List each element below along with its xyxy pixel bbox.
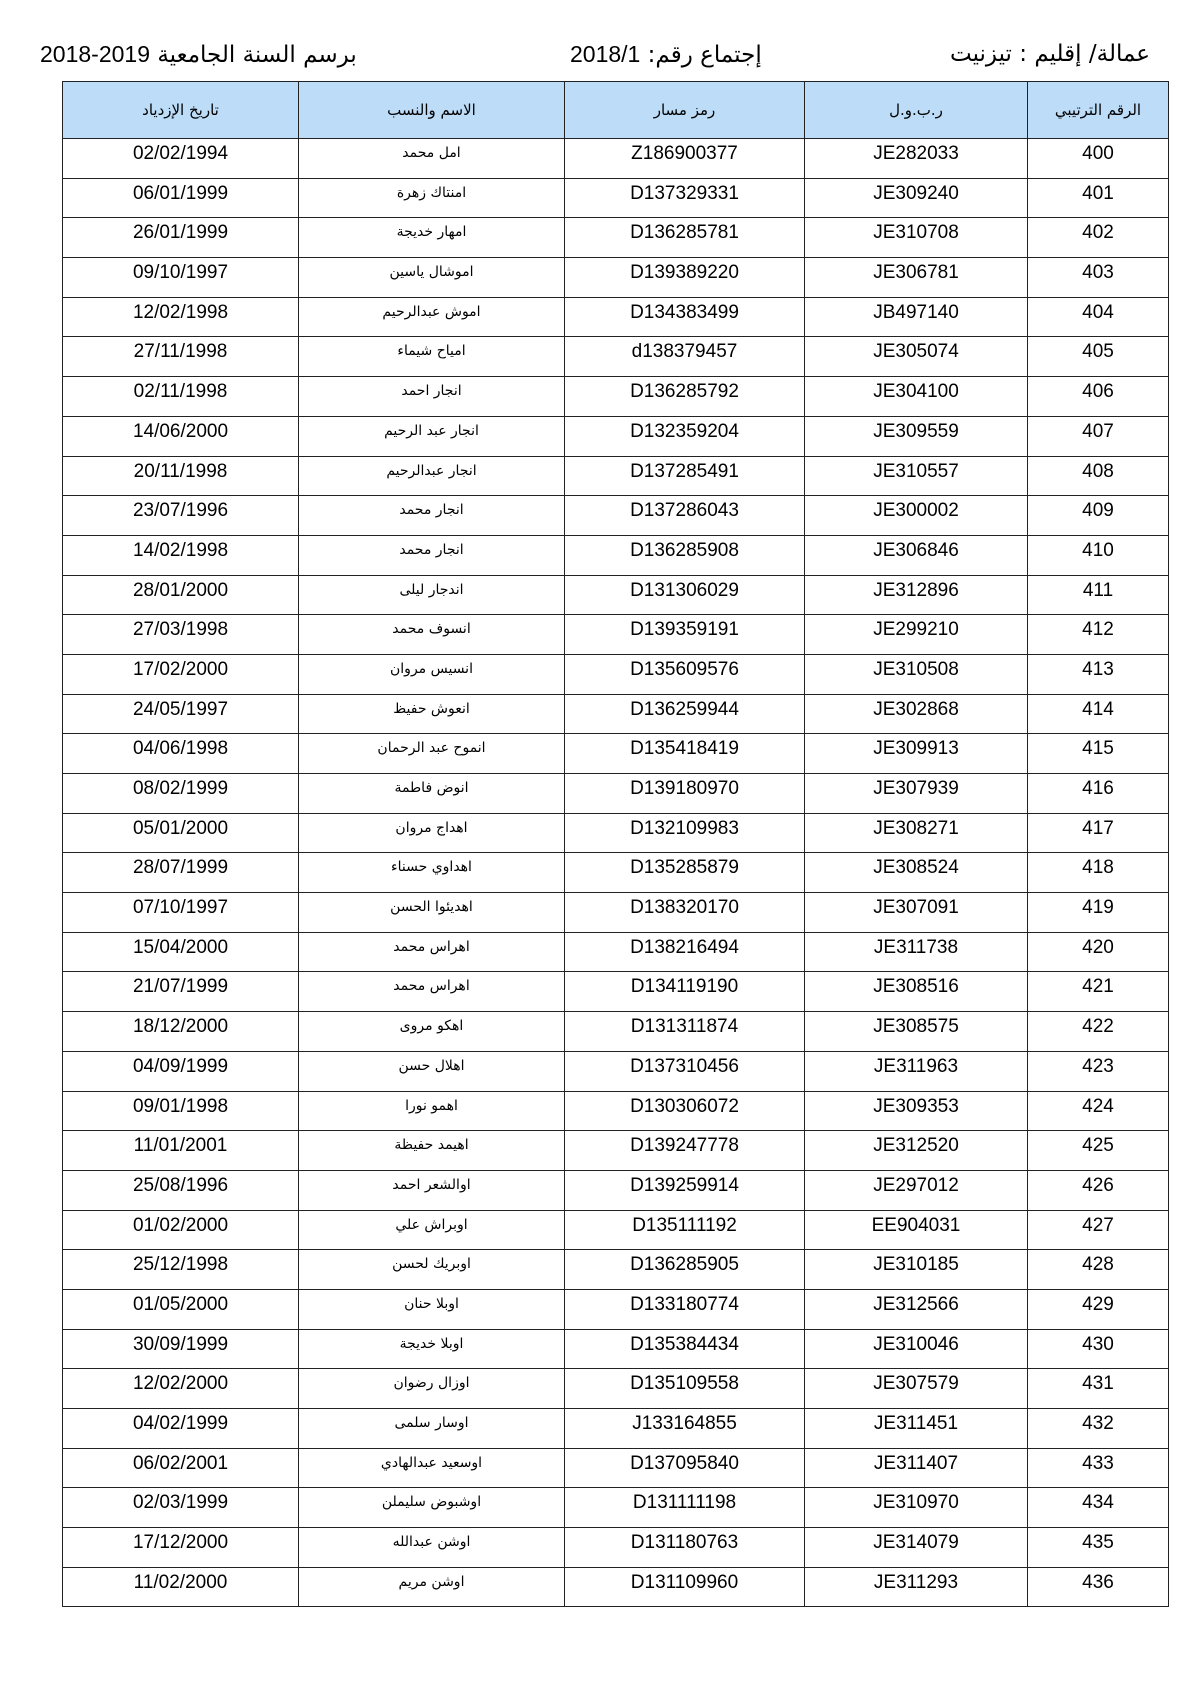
name-cell: اموشال ياسين	[299, 258, 565, 298]
rank-cell: 426	[1028, 1170, 1169, 1210]
name-cell: اوسار سلمى	[299, 1409, 565, 1449]
massar-cell: D137095840	[565, 1448, 805, 1488]
birthdate-cell: 06/01/1999	[63, 178, 299, 218]
cin-cell: JE304100	[805, 377, 1028, 417]
massar-cell: D131109960	[565, 1567, 805, 1607]
birthdate-cell: 14/06/2000	[63, 416, 299, 456]
cin-cell: JE309559	[805, 416, 1028, 456]
name-cell: انجار عبد الرحيم	[299, 416, 565, 456]
cin-cell: JE306781	[805, 258, 1028, 298]
massar-cell: D137310456	[565, 1051, 805, 1091]
name-cell: انجار محمد	[299, 535, 565, 575]
name-cell: اوشبوض سليملن	[299, 1488, 565, 1528]
birthdate-cell: 18/12/2000	[63, 1012, 299, 1052]
rank-cell: 430	[1028, 1329, 1169, 1369]
rank-cell: 400	[1028, 139, 1169, 179]
table-row	[63, 1250, 1169, 1290]
name-cell: اهداوي حسناء	[299, 853, 565, 893]
birthdate-cell: 02/02/1994	[63, 139, 299, 179]
massar-cell: D132359204	[565, 416, 805, 456]
name-cell: انجار احمد	[299, 377, 565, 417]
rank-cell: 417	[1028, 813, 1169, 853]
cin-cell: JB497140	[805, 297, 1028, 337]
rank-cell: 418	[1028, 853, 1169, 893]
name-cell: اهداج مروان	[299, 813, 565, 853]
rank-cell: 411	[1028, 575, 1169, 615]
cin-cell: JE314079	[805, 1528, 1028, 1568]
rank-cell: 433	[1028, 1448, 1169, 1488]
rank-cell: 413	[1028, 654, 1169, 694]
name-cell: اهكو مروى	[299, 1012, 565, 1052]
massar-cell: D138320170	[565, 893, 805, 933]
name-cell: امل محمد	[299, 139, 565, 179]
rank-cell: 410	[1028, 535, 1169, 575]
massar-cell: D139259914	[565, 1170, 805, 1210]
name-cell: اهلال حسن	[299, 1051, 565, 1091]
cin-cell: JE311407	[805, 1448, 1028, 1488]
name-cell: اهيمد حفيظة	[299, 1131, 565, 1171]
students-table	[62, 81, 1169, 1607]
name-cell: اهراس محمد	[299, 932, 565, 972]
rank-cell: 429	[1028, 1289, 1169, 1329]
name-cell: امياح شيماء	[299, 337, 565, 377]
table-row	[63, 575, 1169, 615]
table-body	[63, 139, 1169, 1607]
birthdate-cell: 20/11/1998	[63, 456, 299, 496]
rank-cell: 402	[1028, 218, 1169, 258]
birthdate-cell: 23/07/1996	[63, 496, 299, 536]
birthdate-cell: 12/02/1998	[63, 297, 299, 337]
rank-cell: 431	[1028, 1369, 1169, 1409]
table-row	[63, 416, 1169, 456]
table-row	[63, 535, 1169, 575]
birthdate-cell: 05/01/2000	[63, 813, 299, 853]
birthdate-cell: 27/11/1998	[63, 337, 299, 377]
table-row	[63, 1329, 1169, 1369]
birthdate-cell: 25/12/1998	[63, 1250, 299, 1290]
birthdate-cell: 01/02/2000	[63, 1210, 299, 1250]
cin-cell: JE309913	[805, 734, 1028, 774]
meeting-info	[570, 36, 762, 73]
column-header-cin: ر.ب.و.ل	[805, 82, 1028, 139]
birthdate-cell: 26/01/1999	[63, 218, 299, 258]
rank-cell: 420	[1028, 932, 1169, 972]
birthdate-cell: 02/11/1998	[63, 377, 299, 417]
birthdate-cell: 12/02/2000	[63, 1369, 299, 1409]
table-row	[63, 139, 1169, 179]
birthdate-cell: 02/03/1999	[63, 1488, 299, 1528]
massar-cell: J133164855	[565, 1409, 805, 1449]
massar-cell: D137285491	[565, 456, 805, 496]
birthdate-cell: 25/08/1996	[63, 1170, 299, 1210]
table-row	[63, 1567, 1169, 1607]
massar-cell: D131111198	[565, 1488, 805, 1528]
column-header-massar: رمز مسار	[565, 82, 805, 139]
massar-cell: D139247778	[565, 1131, 805, 1171]
birthdate-cell: 01/05/2000	[63, 1289, 299, 1329]
name-cell: انجار محمد	[299, 496, 565, 536]
name-cell: انعوش حفيظ	[299, 694, 565, 734]
cin-cell: JE310557	[805, 456, 1028, 496]
name-cell: انموح عبد الرحمان	[299, 734, 565, 774]
cin-cell: JE306846	[805, 535, 1028, 575]
massar-cell: D133180774	[565, 1289, 805, 1329]
rank-cell: 405	[1028, 337, 1169, 377]
massar-cell: D131306029	[565, 575, 805, 615]
cin-cell: JE305074	[805, 337, 1028, 377]
table-row	[63, 615, 1169, 655]
birthdate-cell: 28/07/1999	[63, 853, 299, 893]
table-row	[63, 456, 1169, 496]
table-row	[63, 1488, 1169, 1528]
birthdate-cell: 04/02/1999	[63, 1409, 299, 1449]
name-cell: اوبريك لحسن	[299, 1250, 565, 1290]
birthdate-cell: 07/10/1997	[63, 893, 299, 933]
massar-cell: D139180970	[565, 774, 805, 814]
table-row	[63, 932, 1169, 972]
cin-cell: JE307091	[805, 893, 1028, 933]
name-cell: انوض فاطمة	[299, 774, 565, 814]
cin-cell: JE311963	[805, 1051, 1028, 1091]
rank-cell: 421	[1028, 972, 1169, 1012]
massar-cell: D136285781	[565, 218, 805, 258]
table-row	[63, 813, 1169, 853]
name-cell: اموش عبدالرحيم	[299, 297, 565, 337]
name-cell: اوزال رضوان	[299, 1369, 565, 1409]
academic-year: 2019-2018	[40, 41, 151, 67]
rank-cell: 432	[1028, 1409, 1169, 1449]
massar-cell: D134383499	[565, 297, 805, 337]
massar-cell: D136285792	[565, 377, 805, 417]
rank-cell: 434	[1028, 1488, 1169, 1528]
rank-cell: 424	[1028, 1091, 1169, 1131]
rank-cell: 403	[1028, 258, 1169, 298]
table-row	[63, 1170, 1169, 1210]
birthdate-cell: 09/10/1997	[63, 258, 299, 298]
cin-cell: JE310708	[805, 218, 1028, 258]
massar-cell: D135384434	[565, 1329, 805, 1369]
name-cell: اوبراش علي	[299, 1210, 565, 1250]
name-cell: اوبلا حنان	[299, 1289, 565, 1329]
birthdate-cell: 08/02/1999	[63, 774, 299, 814]
rank-cell: 404	[1028, 297, 1169, 337]
table-row	[63, 496, 1169, 536]
name-cell: امنتاك زهرة	[299, 178, 565, 218]
name-cell: انجار عبدالرحيم	[299, 456, 565, 496]
name-cell: اوسعيد عبدالهادي	[299, 1448, 565, 1488]
table-row	[63, 1448, 1169, 1488]
table-row	[63, 377, 1169, 417]
cin-cell: JE310046	[805, 1329, 1028, 1369]
cin-cell: JE307939	[805, 774, 1028, 814]
rank-cell: 428	[1028, 1250, 1169, 1290]
birthdate-cell: 30/09/1999	[63, 1329, 299, 1369]
table-row	[63, 178, 1169, 218]
massar-cell: D131180763	[565, 1528, 805, 1568]
table-row	[63, 972, 1169, 1012]
table-header-row	[63, 82, 1169, 139]
massar-cell: D135418419	[565, 734, 805, 774]
name-cell: اهديئوا الحسن	[299, 893, 565, 933]
rank-cell: 425	[1028, 1131, 1169, 1171]
massar-cell: D134119190	[565, 972, 805, 1012]
rank-cell: 436	[1028, 1567, 1169, 1607]
cin-cell: JE297012	[805, 1170, 1028, 1210]
academic-year-info	[40, 36, 357, 73]
cin-cell: JE307579	[805, 1369, 1028, 1409]
birthdate-cell: 11/01/2001	[63, 1131, 299, 1171]
table-row	[63, 1091, 1169, 1131]
table-row	[63, 297, 1169, 337]
cin-cell: JE310970	[805, 1488, 1028, 1528]
cin-cell: JE310185	[805, 1250, 1028, 1290]
massar-cell: Z186900377	[565, 139, 805, 179]
table-row	[63, 1012, 1169, 1052]
cin-cell: JE311293	[805, 1567, 1028, 1607]
cin-cell: JE312520	[805, 1131, 1028, 1171]
name-cell: انسيس مروان	[299, 654, 565, 694]
birthdate-cell: 04/09/1999	[63, 1051, 299, 1091]
massar-cell: D137329331	[565, 178, 805, 218]
table-row	[63, 258, 1169, 298]
cin-cell: JE311451	[805, 1409, 1028, 1449]
academic-year-label: برسم السنة الجامعية	[157, 42, 357, 68]
cin-cell: JE309353	[805, 1091, 1028, 1131]
birthdate-cell: 17/02/2000	[63, 654, 299, 694]
massar-cell: D132109983	[565, 813, 805, 853]
massar-cell: D131311874	[565, 1012, 805, 1052]
rank-cell: 414	[1028, 694, 1169, 734]
cin-cell: JE312566	[805, 1289, 1028, 1329]
massar-cell: D135111192	[565, 1210, 805, 1250]
cin-cell: JE309240	[805, 178, 1028, 218]
massar-cell: D136259944	[565, 694, 805, 734]
table-row	[63, 218, 1169, 258]
birthdate-cell: 06/02/2001	[63, 1448, 299, 1488]
table-row	[63, 694, 1169, 734]
cin-cell: JE299210	[805, 615, 1028, 655]
massar-cell: D139389220	[565, 258, 805, 298]
name-cell: انسوف محمد	[299, 615, 565, 655]
rank-cell: 423	[1028, 1051, 1169, 1091]
table-row	[63, 1369, 1169, 1409]
massar-cell: D135285879	[565, 853, 805, 893]
table-row	[63, 1051, 1169, 1091]
page-header	[40, 36, 1150, 72]
meeting-label: إجتماع رقم:	[647, 42, 762, 68]
meeting-number: 2018/1	[570, 41, 641, 67]
table-row	[63, 1131, 1169, 1171]
birthdate-cell: 21/07/1999	[63, 972, 299, 1012]
birthdate-cell: 28/01/2000	[63, 575, 299, 615]
table-row	[63, 1409, 1169, 1449]
rank-cell: 422	[1028, 1012, 1169, 1052]
massar-cell: D137286043	[565, 496, 805, 536]
table-row	[63, 1210, 1169, 1250]
rank-cell: 419	[1028, 893, 1169, 933]
birthdate-cell: 09/01/1998	[63, 1091, 299, 1131]
cin-cell: JE300002	[805, 496, 1028, 536]
table-row	[63, 734, 1169, 774]
birthdate-cell: 27/03/1998	[63, 615, 299, 655]
birthdate-cell: 04/06/1998	[63, 734, 299, 774]
table-row	[63, 1289, 1169, 1329]
name-cell: اوشن عبدالله	[299, 1528, 565, 1568]
table-row	[63, 654, 1169, 694]
name-cell: اهراس محمد	[299, 972, 565, 1012]
massar-cell: D136285905	[565, 1250, 805, 1290]
birthdate-cell: 17/12/2000	[63, 1528, 299, 1568]
table-row	[63, 853, 1169, 893]
massar-cell: d138379457	[565, 337, 805, 377]
cin-cell: JE308271	[805, 813, 1028, 853]
rank-cell: 416	[1028, 774, 1169, 814]
massar-cell: D136285908	[565, 535, 805, 575]
cin-cell: EE904031	[805, 1210, 1028, 1250]
birthdate-cell: 24/05/1997	[63, 694, 299, 734]
birthdate-cell: 11/02/2000	[63, 1567, 299, 1607]
massar-cell: D138216494	[565, 932, 805, 972]
rank-cell: 401	[1028, 178, 1169, 218]
rank-cell: 409	[1028, 496, 1169, 536]
cin-cell: JE310508	[805, 654, 1028, 694]
massar-cell: D135109558	[565, 1369, 805, 1409]
column-header-rank: الرقم الترتيبي	[1028, 82, 1169, 139]
rank-cell: 435	[1028, 1528, 1169, 1568]
column-header-name: الاسم والنسب	[299, 82, 565, 139]
name-cell: اندجار ليلى	[299, 575, 565, 615]
table-row	[63, 774, 1169, 814]
column-header-birthdate: تاريخ الإزدياد	[63, 82, 299, 139]
rank-cell: 406	[1028, 377, 1169, 417]
name-cell: اوشن مريم	[299, 1567, 565, 1607]
cin-cell: JE308575	[805, 1012, 1028, 1052]
rank-cell: 427	[1028, 1210, 1169, 1250]
cin-cell: JE308516	[805, 972, 1028, 1012]
birthdate-cell: 14/02/1998	[63, 535, 299, 575]
cin-cell: JE308524	[805, 853, 1028, 893]
name-cell: امهار خديجة	[299, 218, 565, 258]
name-cell: اهمو نورا	[299, 1091, 565, 1131]
table-row	[63, 337, 1169, 377]
rank-cell: 408	[1028, 456, 1169, 496]
rank-cell: 415	[1028, 734, 1169, 774]
birthdate-cell: 15/04/2000	[63, 932, 299, 972]
massar-cell: D135609576	[565, 654, 805, 694]
name-cell: اوالشعر احمد	[299, 1170, 565, 1210]
cin-cell: JE311738	[805, 932, 1028, 972]
table-row	[63, 893, 1169, 933]
cin-cell: JE312896	[805, 575, 1028, 615]
name-cell: اوبلا خديجة	[299, 1329, 565, 1369]
rank-cell: 407	[1028, 416, 1169, 456]
prefecture-label: عمالة/ إقليم : تيزنيت	[949, 41, 1150, 67]
cin-cell: JE282033	[805, 139, 1028, 179]
cin-cell: JE302868	[805, 694, 1028, 734]
rank-cell: 412	[1028, 615, 1169, 655]
massar-cell: D139359191	[565, 615, 805, 655]
massar-cell: D130306072	[565, 1091, 805, 1131]
table-row	[63, 1528, 1169, 1568]
